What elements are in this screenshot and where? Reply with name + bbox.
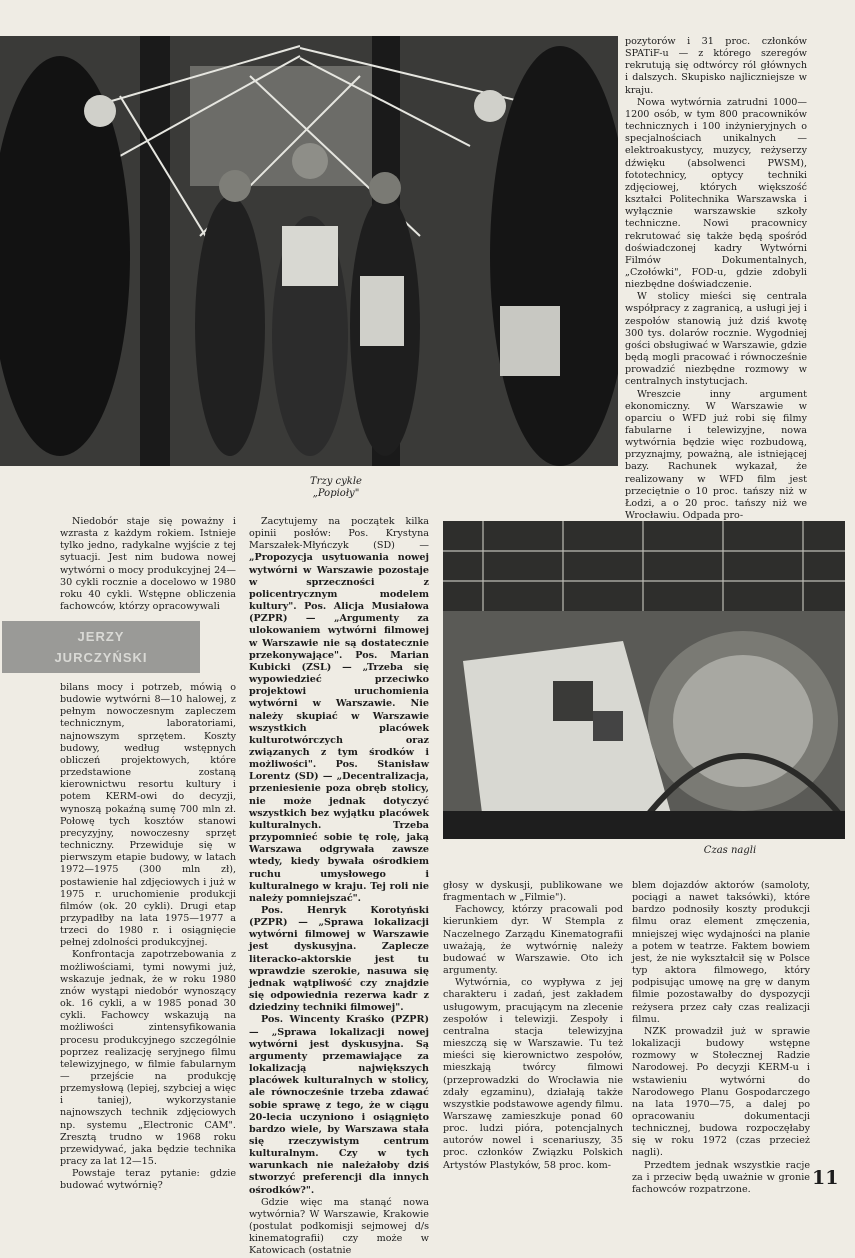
column-left-bottom [60,682,236,1193]
paragraph-intro: Zacytujemy na początek kilka opinii posłów: Pos. Krystyna Marszałek-Młyńczyk (SD) — [249,516,429,552]
paragraph: NZK prowadził już w sprawie lokalizacji budowy wstępne rozmowy w Stołecznej Radzie Narodowej. Po decyzji KERM-u i wstawieniu wytwórni do Narodowego Planu Gospodarczego na lata 1970—75, a dalej po opracowaniu dokumentacji technicznej, budowa rozpoczęłaby się w roku 1972 (czas przecież nagli). [632,1025,810,1159]
paragraph: W stolicy mieści się centrala współpracy z zagranicą, a usługi jej i zespołów stanowią już dziś kwotę 300 tys. dolarów rocznie. Wygodniej gości obsługiwać w Warszawie, gdzie będą mogli pracować i równocześnie prowadzić niezbędne rozmowy w centralnych instytucjach. [625,291,807,388]
photo1-caption-line1: Trzy cykle [310,476,362,487]
paragraph: Pos. Wincenty Kraśko (PZPR) — „Sprawa lokalizacji nowej wytwórni jest dyskusyjna. Są argumenty przemawiające za lokalizacją największych placówek kulturalnych w stolicy, ale równocześnie trzeba zdawać sobie sprawę z tego, że w ciągu 20-lecia uczyniono i osiągnięto bardzo wiele, by Warszawa stała się rzeczywistym centrum kulturalnym. Czy w tych warunkach nie należałoby dziś stworzyć preferencji dla innych ośrodków?". [249,1014,429,1196]
paragraph: pozytorów i 31 proc. członków SPATiF-u — z którego szeregów rekrutują się odtwórcy ról głównych i dalszych. Skupisko najliczniejsze w kraju. [625,36,807,96]
paragraph: Wytwórnia, co wypływa z jej charakteru i zadań, jest zakładem usługowym, pracującym na zlecenie zespołów i telewizji. Zespoły i centralna stacja telewizyjna mieszczą się w Warszawie. Tu też mieści się kierownictwo zespołów, mieszkają twórcy filmowi (przeprowadzki do Wrocławia nie zdały egzaminu), działają także wszystkie podstawowe agendy filmu. Warszawę zamieszkuje ponad 60 proc. ludzi pióra, potencjalnych autorów nowel i scenariuszy, 35 proc. członków Związku Polskich Artystów Plastyków, 58 proc. kom- [443,977,623,1171]
photo-studio-hall-art [443,521,845,839]
paragraph: głosy w dyskusji, publikowane we fragmentach w „Filmie"). [443,880,623,904]
author-box [2,621,200,673]
paragraph: Przedtem jednak wszystkie racje za i przeciw będą uważnie w gronie fachowców rozpatrzone. [632,1159,810,1195]
photo-stage-scene [0,36,618,466]
column-top-right [625,36,807,522]
paragraph [249,516,429,905]
author-first-name: JERZY [77,629,125,644]
paragraph: Gdzie więc ma stanąć nowa wytwórnia? W Warszawie, Krakowie (postulat podkomisji sejmowej d/s kinematografii) czy może w Katowicach (ostatnie [249,1196,429,1257]
paragraph: blem dojazdów aktorów (samoloty, pociągi a nawet taksówki), które bardzo podnosiły koszty produkcji filmu oraz element zmęczenia, mniejszej więc wydajności na planie a potem w teatrze. Faktem bowiem jest, że nie wykształcił się w Polsce typ aktora filmowego, który podpisując umowę na grę w danym filmie pozostawałby do dyspozycji reżysera przez cały czas realizacji filmu. [632,880,810,1025]
paragraph: Powstaje teraz pytanie: gdzie budować wytwórnię? [60,1168,236,1192]
photo-studio-hall [443,521,845,839]
photo1-caption-line2: „Popioły" [312,488,360,499]
paragraph: Fachowcy, którzy pracowali pod kierunkiem dyr. W Stempla z Naczelnego Zarządu Kinematografii uważają, że wytwórnię należy budować w Warszawie. Oto ich argumenty. [443,904,623,977]
photo-stage-scene-art [0,36,618,466]
column-bottom-right [632,880,810,1196]
page-number: 11 [812,1167,839,1189]
photo2-caption: Czas nagli [703,845,757,856]
column-middle [249,516,429,1258]
paragraph: Wreszcie inny argument ekonomiczny. W Warszawie w oparciu o WFD już robi się filmy fabularne i telewizyjne, nowa wytwórnia będzie więc rozbudową, przyznajmy, poważną, ale istniejącej bazy. Rachunek wykazał, że realizowany w WFD film jest przeciętnie o 10 proc. tańszy niż w Łodzi, a o 20 proc. tańszy niż we Wrocławiu. Odpada pro- [625,388,807,522]
paragraph: Konfrontacja zapotrzebowania z możliwościami, tymi nowymi już, wskazuje jednak, że w roku 1980 znów wystąpi niedobór wynoszący ok. 16 cykli, a w 1985 ponad 30 cykli. Fachowcy wskazują na możliwości zintensyfikowania procesu produkcyjnego szczególnie poprzez realizację seryjnego filmu telewizyjnego, w filmie fabularnym — przejście na produkcję przemysłową (lepiej, szybciej a więc i taniej), wykorzystanie najnowszych technik zdjęciowych np. systemu „Electronic CAM". Zresztą trudno w 1968 roku przewidywać, jaka będzie technika pracy za lat 12—15. [60,949,236,1168]
paragraph: Niedobór staje się poważny i wzrasta z każdym rokiem. Istnieje tylko jedno, radykalne wyjście z tej sytuacji. Jest nim budowa nowej wytwórni o mocy produkcyjnej 24—30 cykli rocznie a docelowo w 1980 roku 40 cykli. Wstępne obliczenia fachowców, którzy opracowywali [60,516,236,613]
photo1-caption [296,476,376,500]
paragraph: Pos. Henryk Korotyński (PZPR) — „Sprawa lokalizacji wytwórni filmowej w Warszawie jest dyskusyjna. Zaplecze literacko-aktorskie jest tu wprawdzie szerokie, nasuwa się jednak wątpliwość czy znajdzie się odpowiednia rezerwa kadr z dziedziny techniki filmowej". [249,905,429,1014]
paragraph: Nowa wytwórnia zatrudni 1000—1200 osób, w tym 800 pracowników technicznych i 100 inżynieryjnych o specjalnościach unikalnych — elektroakustycy, muzycy, reżyserzy dźwięku (absolwenci PWSM), fototechnicy, optycy techniki zdjęciowej, których większość kształci Politechnika Warszawska i wyłącznie warszawskie szkoły techniczne. Nowi pracownicy rekrutować się także będą spośród doświadczonej kadry Wytwórni Filmów Dokumentalnych, „Czołówki", FOD-u, gdzie zdobyli niezbędne doświadczenie. [625,96,807,291]
paragraph: bilans mocy i potrzeb, mówią o budowie wytwórni 8—10 halowej, z pełnym nowoczesnym zapleczem technicznym, laboratoriami, najnowszym sprzętem. Koszty budowy, według wstępnych obliczeń projektowych, które przedstawione zostaną kierownictwu resortu kultury i potem KERM-owi do decyzji, wynoszą pokaźną sumę 700 mln zł. Połowę tych kosztów stanowi precyzyjny, nowoczesny sprzęt techniczny. Przewiduje się w pierwszym etapie budowy, w latach 1972—1975 (300 mln zł), postawienie hal zdjęciowych i już w 1975 r. uruchomienie produkcji filmów (ok. 20 cykli). Drugi etap przypadłby na lata 1975—1977 a trzeci do 1980 r. i osiągnięcie pełnej zdolności produkcyjnej. [60,682,236,949]
column-bottom-middle [443,880,623,1172]
author-last-name: JURCZYŃSKI [54,650,148,665]
quotes-block: „Propozycja usytuowania nowej wytwórni w Warszawie pozostaje w sprzeczności z policentrycznym modelem kultury". Pos. Alicja Musiałowa (PZPR) — „Argumenty za ulokowaniem wytwórni filmowej w Warszawie nie są dostatecznie przekonywające". Pos. Marian Kubicki (ZSL) — „Trzeba się wypowiedzieć przeciwko projektowi uruchomienia wytwórni w Warszawie. Nie należy skupiać w Warszawie wszystkich placówek kulturotwórczych oraz związanych z tym środków i możliwości". Pos. Stanisław Lorentz (SD) — „Decentralizacja, przeniesienie poza obręb stolicy, nie może jednak dotyczyć wszystkich bez wyjątku placówek kulturalnych. Trzeba przypomnieć sobie tę rolę, jaką Warszawa odgrywała zawsze wtedy, kiedy bywała ośrodkiem ruchu umysłowego i kulturalnego w kraju. Tej roli nie należy pomniejszać". [249,552,429,904]
column-left-top [60,516,236,613]
